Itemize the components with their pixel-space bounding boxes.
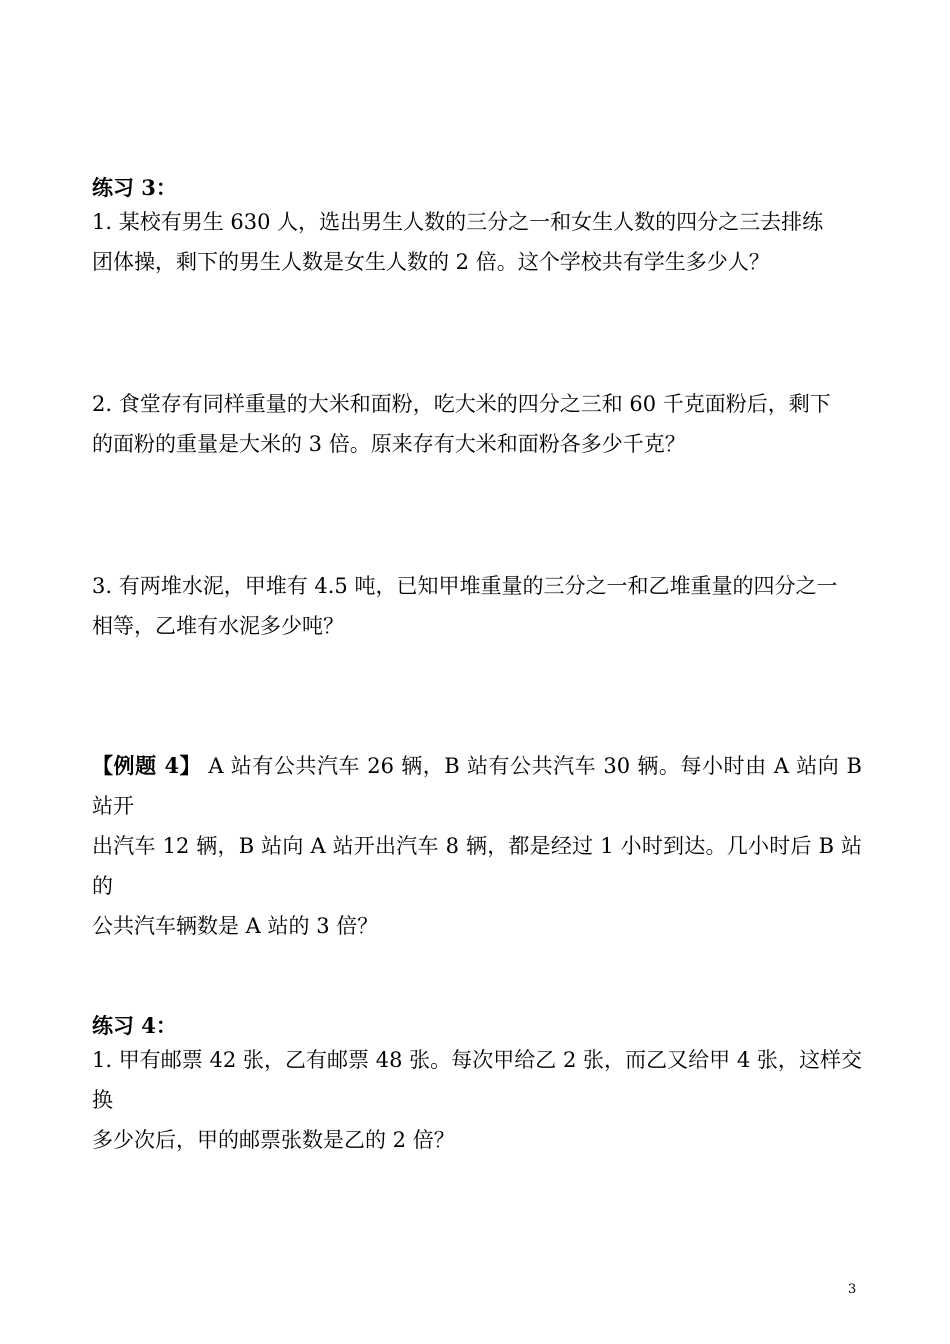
example-line: 公共汽车辆数是 A 站的 3 倍？ <box>92 914 379 938</box>
question-line: 团体操，剩下的男生人数是女生人数的 2 倍。这个学校共有学生多少人？ <box>92 250 770 274</box>
example-4-label: 【例题 4】 <box>92 753 202 778</box>
question-line: 3. 有两堆水泥，甲堆有 4.5 吨，已知甲堆重量的三分之一和乙堆重量的四分之一 <box>92 574 838 598</box>
question-line: 1. 某校有男生 630 人，选出男生人数的三分之一和女生人数的四分之三去排练 <box>92 210 824 234</box>
question-line: 多少次后，甲的邮票张数是乙的 2 倍？ <box>92 1128 455 1152</box>
practice-3-heading: 练习 3： <box>92 175 177 200</box>
practice-3-question-1 <box>92 202 862 282</box>
example-4 <box>92 746 862 946</box>
practice-4-question-1 <box>92 1040 862 1160</box>
example-text: A 站有公共汽车 26 辆，B 站有公共汽车 30 辆。每小时由 A 站向 B 站开 <box>92 754 862 818</box>
example-line: 出汽车 12 辆，B 站向 A 站开出汽车 8 辆，都是经过 1 小时到达。几小时后 B 站的 <box>92 834 862 898</box>
page-number: 3 <box>848 1282 857 1297</box>
practice-3-question-2 <box>92 384 862 464</box>
question-line: 1. 甲有邮票 42 张，乙有邮票 48 张。每次甲给乙 2 张，而乙又给甲 4 张，这样交换 <box>92 1048 862 1112</box>
question-line: 的面粉的重量是大米的 3 倍。原来存有大米和面粉各多少千克？ <box>92 432 686 456</box>
question-line: 相等，乙堆有水泥多少吨？ <box>92 614 344 638</box>
practice-3-question-3 <box>92 566 862 646</box>
question-line: 2. 食堂存有同样重量的大米和面粉，吃大米的四分之三和 60 千克面粉后，剩下 <box>92 392 831 416</box>
practice-4-heading: 练习 4： <box>92 1013 177 1038</box>
example-line <box>92 746 862 826</box>
